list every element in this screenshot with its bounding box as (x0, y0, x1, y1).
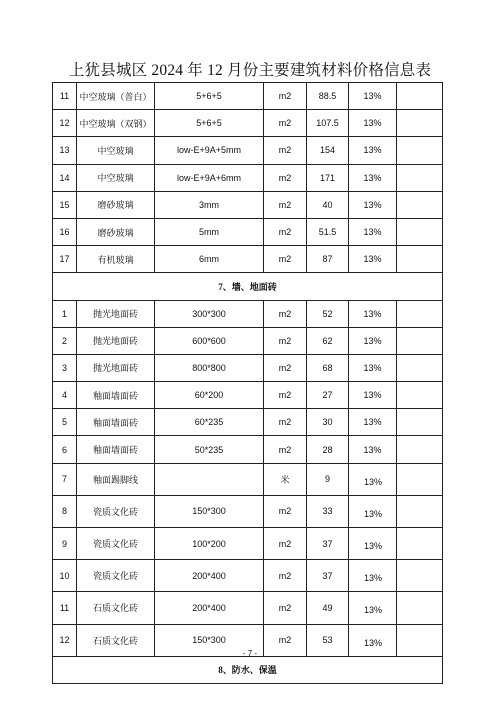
unit: m2 (264, 300, 307, 327)
extra-cell (397, 191, 443, 218)
table-row (53, 83, 443, 110)
unit: m2 (264, 110, 307, 137)
unit: m2 (264, 592, 307, 624)
tax-rate: 13% (349, 164, 397, 191)
extra-cell (397, 436, 443, 463)
price: 27 (307, 382, 349, 409)
item-number: 14 (53, 164, 77, 191)
section-header-row (53, 656, 443, 683)
item-number: 11 (53, 83, 77, 110)
material-spec: 150*300 (155, 495, 264, 527)
unit: m2 (264, 436, 307, 463)
price: 30 (307, 409, 349, 436)
item-number: 12 (53, 624, 77, 656)
table-row (53, 409, 443, 436)
item-number: 9 (53, 528, 77, 560)
item-number: 11 (53, 592, 77, 624)
item-number: 15 (53, 191, 77, 218)
material-spec: 5+6+5 (155, 110, 264, 137)
unit: m2 (264, 246, 307, 273)
extra-cell (397, 528, 443, 560)
material-name: 中空玻璃（普白） (77, 83, 155, 110)
tax-rate: 13% (349, 83, 397, 110)
extra-cell (397, 137, 443, 164)
unit: m2 (264, 83, 307, 110)
unit: m2 (264, 137, 307, 164)
extra-cell (397, 83, 443, 110)
extra-cell (397, 246, 443, 273)
tax-rate: 13% (349, 382, 397, 409)
material-name: 瓷质文化砖 (77, 528, 155, 560)
material-spec: 300*300 (155, 300, 264, 327)
unit: m2 (264, 495, 307, 527)
tax-rate: 13% (349, 463, 397, 495)
material-name: 抛光地面砖 (77, 300, 155, 327)
material-spec: 6mm (155, 246, 264, 273)
material-spec: 150*300 (155, 624, 264, 656)
tax-rate: 13% (349, 300, 397, 327)
tax-rate: 13% (349, 528, 397, 560)
item-number: 13 (53, 137, 77, 164)
tax-rate: 13% (349, 592, 397, 624)
section-label: 8、防水、保温 (53, 656, 443, 683)
unit: m2 (264, 164, 307, 191)
extra-cell (397, 110, 443, 137)
material-spec: 60*235 (155, 409, 264, 436)
table-row (53, 300, 443, 327)
table-row (53, 382, 443, 409)
tax-rate: 13% (349, 560, 397, 592)
material-name: 中空玻璃（双钢） (77, 110, 155, 137)
price: 62 (307, 327, 349, 354)
price: 171 (307, 164, 349, 191)
item-number: 7 (53, 463, 77, 495)
price: 52 (307, 300, 349, 327)
price: 107.5 (307, 110, 349, 137)
material-name: 瓷质文化砖 (77, 560, 155, 592)
unit: m2 (264, 624, 307, 656)
price: 68 (307, 354, 349, 381)
extra-cell (397, 592, 443, 624)
material-name: 有机玻璃 (77, 246, 155, 273)
item-number: 1 (53, 300, 77, 327)
table-row (53, 592, 443, 624)
item-number: 3 (53, 354, 77, 381)
price-table (52, 82, 443, 684)
material-spec: low-E+9A+6mm (155, 164, 264, 191)
table-row (53, 164, 443, 191)
tax-rate: 13% (349, 246, 397, 273)
material-spec: 3mm (155, 191, 264, 218)
tax-rate: 13% (349, 409, 397, 436)
table-row (53, 560, 443, 592)
table-row (53, 463, 443, 495)
unit: m2 (264, 528, 307, 560)
tax-rate: 13% (349, 137, 397, 164)
price: 154 (307, 137, 349, 164)
price: 53 (307, 624, 349, 656)
tax-rate: 13% (349, 436, 397, 463)
tax-rate: 13% (349, 218, 397, 245)
unit: m2 (264, 218, 307, 245)
item-number: 12 (53, 110, 77, 137)
material-name: 抛光地面砖 (77, 354, 155, 381)
extra-cell (397, 300, 443, 327)
tax-rate: 13% (349, 327, 397, 354)
material-spec: 200*400 (155, 560, 264, 592)
tax-rate: 13% (349, 624, 397, 656)
price: 9 (307, 463, 349, 495)
tax-rate: 13% (349, 495, 397, 527)
extra-cell (397, 354, 443, 381)
material-spec: 200*400 (155, 592, 264, 624)
price-table-body (53, 83, 443, 684)
unit: m2 (264, 409, 307, 436)
price: 51.5 (307, 218, 349, 245)
material-name: 中空玻璃 (77, 164, 155, 191)
item-number: 16 (53, 218, 77, 245)
extra-cell (397, 382, 443, 409)
price: 49 (307, 592, 349, 624)
material-spec: 60*200 (155, 382, 264, 409)
table-row (53, 191, 443, 218)
section-label: 7、墙、地面砖 (53, 273, 443, 300)
material-spec: 600*600 (155, 327, 264, 354)
table-row (53, 110, 443, 137)
material-spec: 5mm (155, 218, 264, 245)
material-spec: 50*235 (155, 436, 264, 463)
extra-cell (397, 495, 443, 527)
material-name: 瓷质文化砖 (77, 495, 155, 527)
section-header-row (53, 273, 443, 300)
material-name: 釉面墙面砖 (77, 409, 155, 436)
table-row (53, 495, 443, 527)
material-name: 石质文化砖 (77, 592, 155, 624)
material-name: 石质文化砖 (77, 624, 155, 656)
tax-rate: 13% (349, 354, 397, 381)
unit: m2 (264, 191, 307, 218)
material-name: 磨砂玻璃 (77, 218, 155, 245)
table-row (53, 354, 443, 381)
extra-cell (397, 218, 443, 245)
material-name: 釉面墙面砖 (77, 436, 155, 463)
material-name: 中空玻璃 (77, 137, 155, 164)
price: 88.5 (307, 83, 349, 110)
material-spec: 5+6+5 (155, 83, 264, 110)
material-spec: low-E+9A+5mm (155, 137, 264, 164)
item-number: 4 (53, 382, 77, 409)
material-spec: 800*800 (155, 354, 264, 381)
tax-rate: 13% (349, 110, 397, 137)
item-number: 5 (53, 409, 77, 436)
extra-cell (397, 463, 443, 495)
price: 40 (307, 191, 349, 218)
item-number: 17 (53, 246, 77, 273)
material-name: 磨砂玻璃 (77, 191, 155, 218)
table-row (53, 218, 443, 245)
price: 33 (307, 495, 349, 527)
price: 87 (307, 246, 349, 273)
extra-cell (397, 560, 443, 592)
table-row (53, 327, 443, 354)
item-number: 10 (53, 560, 77, 592)
unit: m2 (264, 354, 307, 381)
table-row (53, 528, 443, 560)
price: 28 (307, 436, 349, 463)
unit: m2 (264, 327, 307, 354)
unit: 米 (264, 463, 307, 495)
material-name: 釉面踢脚线 (77, 463, 155, 495)
extra-cell (397, 409, 443, 436)
table-row (53, 246, 443, 273)
item-number: 8 (53, 495, 77, 527)
price: 37 (307, 560, 349, 592)
material-spec (155, 463, 264, 495)
material-name: 抛光地面砖 (77, 327, 155, 354)
extra-cell (397, 164, 443, 191)
page-title: 上犹县城区 2024 年 12 月份主要建筑材料价格信息表 (68, 62, 432, 79)
table-row (53, 137, 443, 164)
extra-cell (397, 327, 443, 354)
unit: m2 (264, 560, 307, 592)
item-number: 6 (53, 436, 77, 463)
table-row (53, 436, 443, 463)
item-number: 2 (53, 327, 77, 354)
price: 37 (307, 528, 349, 560)
material-spec: 100*200 (155, 528, 264, 560)
material-name: 釉面墙面砖 (77, 382, 155, 409)
page-number: - 7 - (242, 649, 258, 658)
unit: m2 (264, 382, 307, 409)
tax-rate: 13% (349, 191, 397, 218)
